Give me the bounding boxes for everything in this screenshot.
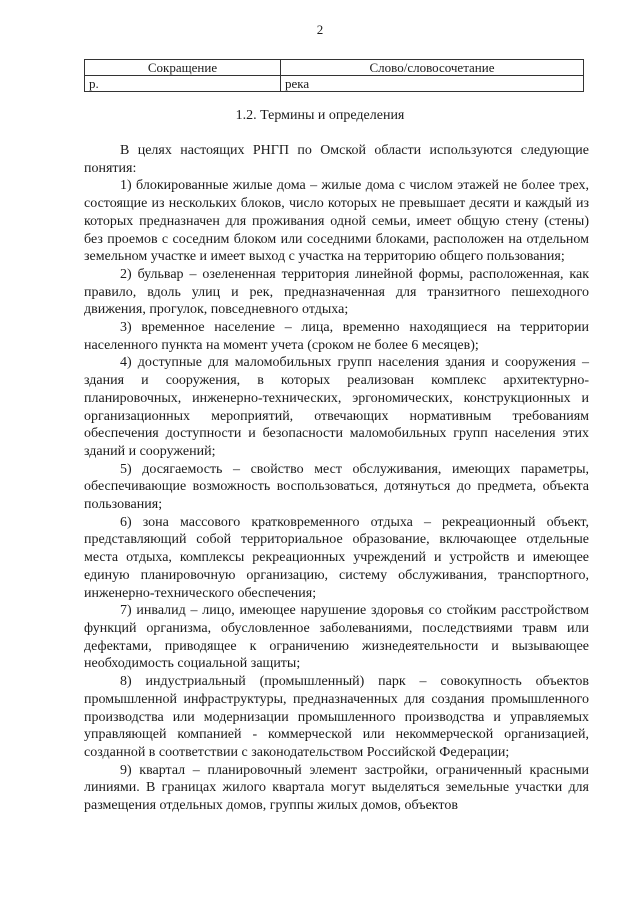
- table-header-row: [85, 60, 584, 76]
- page-number: 2: [316, 22, 324, 37]
- definition-paragraph: 4) доступные для маломобильных групп населения здания и сооружения – здания и сооружения, в которых реализован комплекс архитектурно-планировочных, инженерно-технических, эргономических, конструкционных и организационных мероприятий, отвечающих нормативным требованиям обеспечения доступности и безопасности маломобильных групп населения этих зданий и сооружений;: [84, 355, 589, 459]
- document-body: [84, 142, 589, 815]
- table-header-cell: Сокращение: [85, 60, 281, 76]
- table-cell: река: [281, 76, 584, 92]
- intro-paragraph: В целях настоящих РНГП по Омской области используются следующие понятия:: [84, 143, 589, 176]
- definition-paragraph: 8) индустриальный (промышленный) парк – совокупность объектов промышленной инфраструктуры, предназначенных для создания промышленного производства или модернизации промышленного производства и управляемых управляющей компанией - коммерческой или некоммерческой организацией, созданной в соответствии с законодательством Российской Федерации;: [84, 674, 589, 760]
- definition-paragraph: 3) временное население – лица, временно находящиеся на территории населенного пункта на момент учета (сроком не более 6 месяцев);: [84, 320, 589, 353]
- definition-paragraph: 9) квартал – планировочный элемент застройки, ограниченный красными линиями. В границах жилого квартала могут выделяться земельные участки для размещения отдельных домов, группы жилых домов, объектов: [84, 762, 589, 814]
- definition-paragraph: 7) инвалид – лицо, имеющее нарушение здоровья со стойким расстройством функций организма, обусловленное заболеваниями, последствиями травм или дефектами, приводящее к ограничению жизнедеятельности и вызывающее необходимость социальной защиты;: [84, 603, 589, 672]
- definition-paragraph: 6) зона массового кратковременного отдыха – рекреационный объект, представляющий собой территориальное образование, включающее отдельные места отдыха, комплексы рекреационных учреждений и устройств и имеющее единую планировочную организацию, систему обслуживания, транспортного, инженерно-технического обеспечения;: [84, 514, 589, 601]
- section-title: 1.2. Термины и определения: [235, 108, 405, 123]
- abbreviations-table: [84, 59, 584, 92]
- definition-paragraph: 5) досягаемость – свойство мест обслуживания, имеющих параметры, обеспечивающие возможность воспользоваться, дотянуться до предмета, объекта пользования;: [84, 461, 589, 513]
- definition-paragraph: 2) бульвар – озелененная территория линейной формы, расположенная, как правило, вдоль улиц и рек, предназначенная для транзитного пешеходного движения, прогулок, повседневного отдыха;: [84, 266, 589, 318]
- table-row: [85, 76, 584, 92]
- definition-paragraph: 1) блокированные жилые дома – жилые дома с числом этажей не более трех, состоящие из нескольких блоков, число которых не превышает десяти и каждый из которых предназначен для проживания одной семьи, имеет общую стену (стены) без проемов с соседним блоком или соседними блоками, расположен на отдельном земельном участке и имеет выход с участка на территорию общего пользования;: [84, 178, 589, 265]
- table-cell: р.: [85, 76, 281, 92]
- table-header-cell: Слово/словосочетание: [281, 60, 584, 76]
